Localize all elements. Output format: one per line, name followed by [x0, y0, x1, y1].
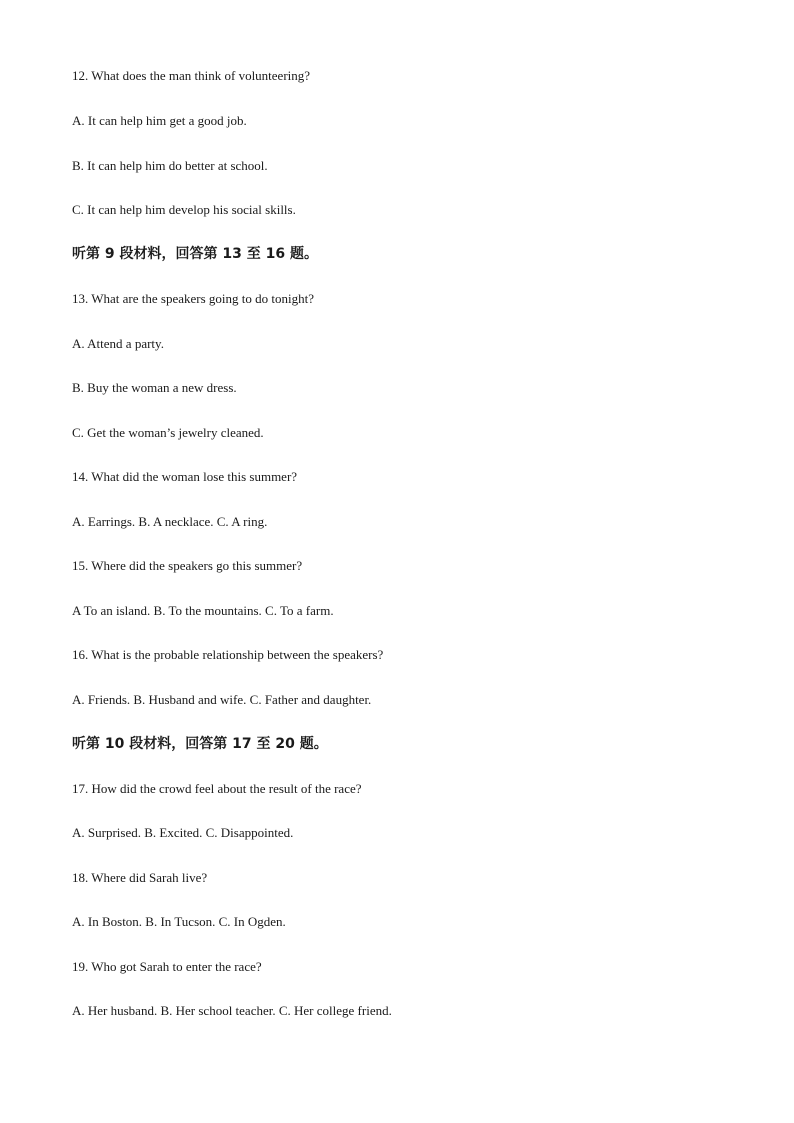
options-14: A. Earrings. B. A necklace. C. A ring. — [72, 514, 268, 529]
section-heading-10: 听第 10 段材料，回答第 17 至 20 题。 — [72, 736, 328, 752]
option-13-b: B. Buy the woman a new dress. — [72, 380, 237, 395]
options-19: A. Her husband. B. Her school teacher. C. Her college friend. — [72, 1003, 392, 1018]
section-heading-9: 听第 9 段材料，回答第 13 至 16 题。 — [72, 246, 318, 262]
options-15: A To an island. B. To the mountains. C. To a farm. — [72, 603, 334, 618]
option-12-a: A. It can help him get a good job. — [72, 113, 247, 128]
question-14: 14. What did the woman lose this summer? — [72, 469, 298, 484]
question-16: 16. What is the probable relationship between the speakers? — [72, 647, 384, 662]
option-13-a: A. Attend a party. — [72, 336, 164, 351]
option-13-c: C. Get the woman’s jewelry cleaned. — [72, 425, 264, 440]
question-12: 12. What does the man think of volunteering? — [72, 68, 311, 83]
question-18: 18. Where did Sarah live? — [72, 870, 208, 885]
question-17: 17. How did the crowd feel about the result of the race? — [72, 781, 362, 796]
option-12-b: B. It can help him do better at school. — [72, 158, 268, 173]
options-18: A. In Boston. B. In Tucson. C. In Ogden. — [72, 914, 286, 929]
options-16: A. Friends. B. Husband and wife. C. Father and daughter. — [72, 692, 372, 707]
question-13: 13. What are the speakers going to do tonight? — [72, 291, 315, 306]
option-12-c: C. It can help him develop his social skills. — [72, 202, 296, 217]
question-15: 15. Where did the speakers go this summer? — [72, 558, 303, 573]
question-19: 19. Who got Sarah to enter the race? — [72, 959, 262, 974]
options-17: A. Surprised. B. Excited. C. Disappointed. — [72, 825, 294, 840]
